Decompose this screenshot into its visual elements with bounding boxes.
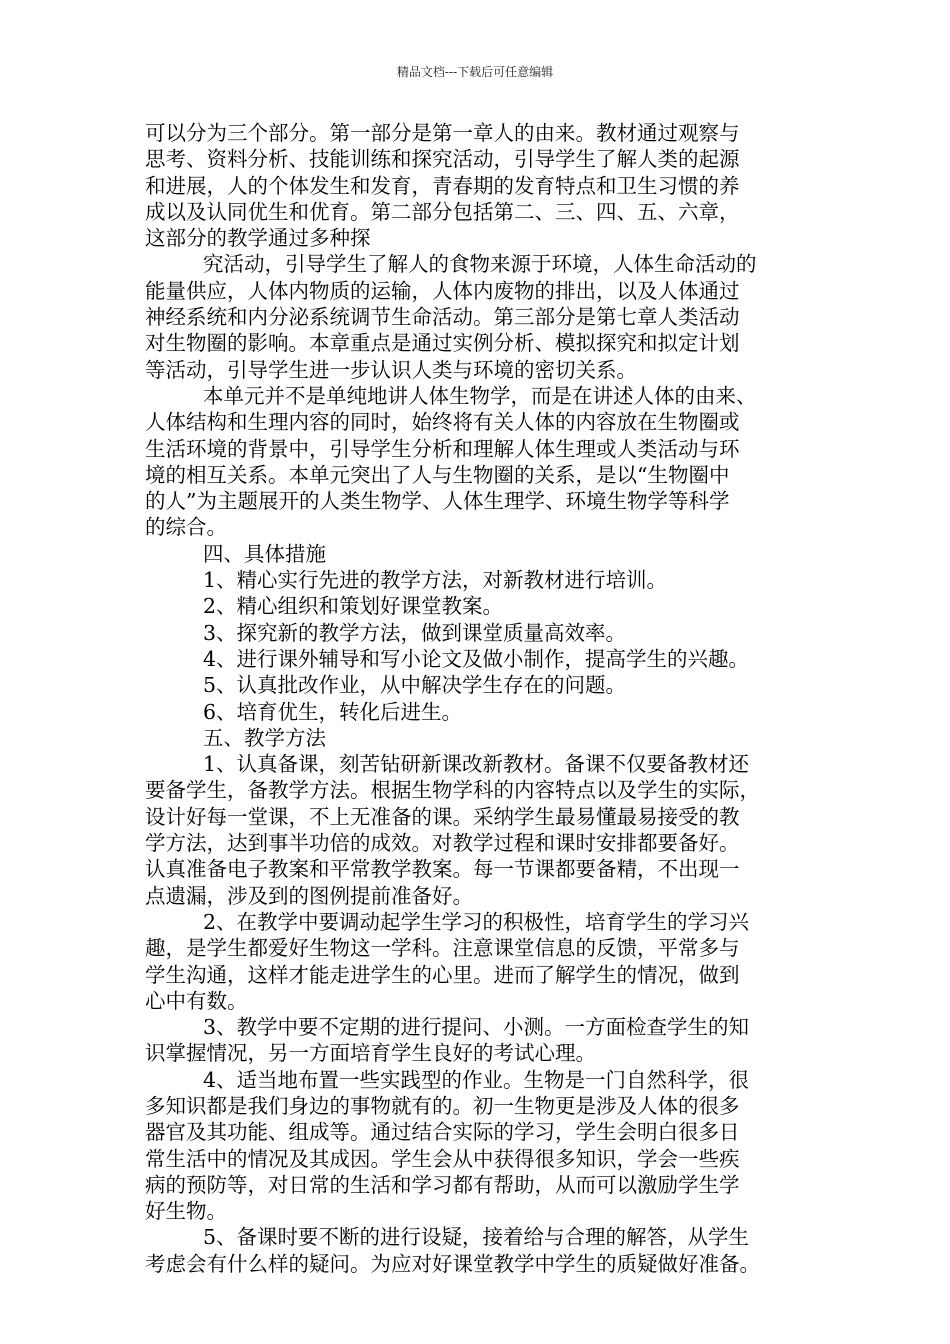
text-line: 4、进行课外辅导和写小论文及做小制作，提高学生的兴趣。	[203, 646, 750, 671]
text-line: 考虑会有什么样的疑问。为应对好课堂教学中学生的质疑做好准备。	[145, 1251, 760, 1276]
text-line: 人体结构和生理内容的同时，始终将有关人体的内容放在生物圈或	[145, 410, 740, 435]
text-line: 学生沟通，这样才能走进学生的心里。进而了解学生的情况，做到	[145, 962, 740, 987]
text-line: 成以及认同优生和优育。第二部分包括第二、三、四、五、六章，	[145, 199, 740, 224]
text-line: 趣，是学生都爱好生物这一学科。注意课堂信息的反馈，平常多与	[145, 936, 740, 961]
text-line: 识掌握情况，另一方面培育学生良好的考试心理。	[145, 1041, 596, 1066]
text-line: 3、教学中要不定期的进行提问、小测。一方面检查学生的知	[203, 1015, 750, 1040]
text-line: 病的预防等，对日常的生活和学习都有帮助，从而可以激励学生学	[145, 1172, 740, 1197]
text-line: 要备学生，备教学方法。根据生物学科的内容特点以及学生的实际，	[145, 778, 760, 803]
text-line: 认真准备电子教案和平常教学教案。每一节课都要备精，不出现一	[145, 857, 740, 882]
text-line: 4、适当地布置一些实践型的作业。生物是一门自然科学，很	[203, 1067, 750, 1092]
text-line: 1、精心实行先进的教学方法，对新教材进行培训。	[203, 568, 668, 593]
text-line: 究活动，引导学生了解人的食物来源于环境，人体生命活动的	[203, 252, 757, 277]
text-line: 的综合。	[145, 515, 227, 540]
text-line: 2、在教学中要调动起学生学习的积极性，培育学生的学习兴	[203, 909, 750, 934]
text-line: 思考、资料分析、技能训练和探究活动，引导学生了解人类的起源	[145, 147, 740, 172]
text-line: 对生物圈的影响。本章重点是通过实例分析、模拟探究和拟定计划	[145, 331, 740, 356]
text-line: 器官及其功能、组成等。通过结合实际的学习，学生会明白很多日	[145, 1120, 740, 1145]
text-line: 等活动，引导学生进一步认识人类与环境的密切关系。	[145, 357, 637, 382]
text-line: 境的相互关系。本单元突出了人与生物圈的关系，是以“生物圈中	[145, 462, 730, 487]
text-line: 可以分为三个部分。第一部分是第一章人的由来。教材通过观察与	[145, 121, 740, 145]
text-line: 点遗漏，涉及到的图例提前准备好。	[145, 883, 473, 908]
text-line: 这部分的教学通过多种探	[145, 226, 371, 251]
text-line: 本单元并不是单纯地讲人体生物学，而是在讲述人体的由来、	[203, 383, 757, 408]
text-line: 设计好每一堂课，不上无准备的课。采纳学生最易懂最易接受的教	[145, 804, 740, 829]
text-line: 常生活中的情况及其成因。学生会从中获得很多知识，学会一些疾	[145, 1146, 740, 1171]
text-line: 能量供应，人体内物质的运输，人体内废物的排出，以及人体通过	[145, 278, 740, 303]
text-line: 生活环境的背景中，引导学生分析和理解人体生理或人类活动与环	[145, 436, 740, 461]
text-line: 6、培育优生，转化后进生。	[203, 699, 463, 724]
text-line: 2、精心组织和策划好课堂教案。	[203, 594, 504, 619]
text-line: 5、认真批改作业，从中解决学生存在的问题。	[203, 673, 627, 698]
text-line: 五、教学方法	[203, 725, 326, 750]
text-line: 和进展，人的个体发生和发育，青春期的发育特点和卫生习惯的养	[145, 173, 740, 198]
text-line: 四、具体措施	[203, 541, 326, 566]
text-line: 5、备课时要不断的进行设疑，接着给与合理的解答，从学生	[203, 1225, 750, 1250]
document-body	[145, 120, 810, 1277]
text-line: 心中有数。	[145, 988, 248, 1013]
text-line: 1、认真备课，刻苦钻研新课改新教材。备课不仅要备教材还	[203, 752, 750, 777]
text-line: 多知识都是我们身边的事物就有的。初一生物更是涉及人体的很多	[145, 1093, 740, 1118]
page-header: 精品文档---下载后可任意编辑	[396, 65, 554, 79]
text-line: 好生物。	[145, 1199, 227, 1224]
text-line: 3、探究新的教学方法，做到课堂质量高效率。	[203, 620, 627, 645]
text-line: 学方法，达到事半功倍的成效。对教学过程和课时安排都要备好。	[145, 831, 740, 856]
text-line: 的人”为主题展开的人类生物学、人体生理学、环境生物学等科学	[145, 489, 730, 514]
text-line: 神经系统和内分泌系统调节生命活动。第三部分是第七章人类活动	[145, 305, 740, 330]
